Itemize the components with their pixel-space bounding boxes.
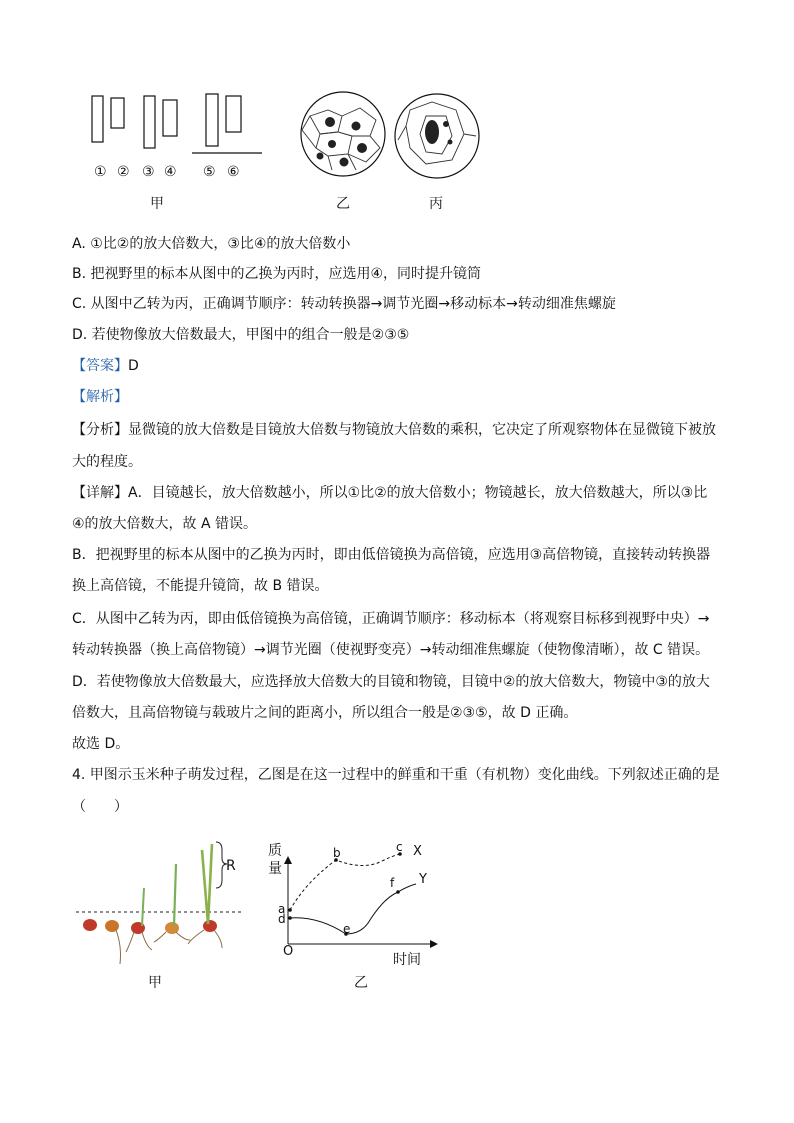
lens-label-4: ④ [164, 164, 177, 180]
question4-line-1: 4. 甲图示玉米种子萌发过程，乙图是在这一过程中的鲜重和干重（有机物）变化曲线。下列叙述正确的是 [72, 767, 720, 783]
answer-value: D [128, 358, 139, 374]
lens-label-5: ⑤ [203, 164, 216, 180]
analysis-tag: 【解析】 [72, 389, 128, 405]
answer-line [72, 356, 139, 376]
fenxi-tag: 【分析】 [72, 422, 128, 438]
option-c: C. 从图中乙转为丙，正确调节顺序：转动转换器→调节光圈→移动标本→转动细准焦螺旋 [72, 296, 616, 312]
answer-tag: 【答案】 [72, 358, 128, 374]
point-c: c [396, 840, 403, 854]
point-b: b [333, 846, 341, 860]
option-b: B. 把视野里的标本从图中的乙换为丙时，应选用④，同时提升镜筒 [72, 266, 482, 282]
origin-label: O [283, 944, 294, 959]
lens-label-3: ③ [142, 164, 155, 180]
detail-line-4: 换上高倍镜，不能提升镜筒，故 B 错误。 [72, 578, 329, 594]
point-d: d [278, 912, 286, 926]
lens-label-2: ② [117, 164, 130, 180]
detail-line-8: 倍数大，且高倍物镜与载玻片之间的距离小，所以组合一般是②③⑤，故 D 正确。 [72, 705, 578, 721]
detail-line-1 [72, 483, 707, 503]
x-axis-label: 时间 [393, 952, 421, 968]
option-a: A. ①比②的放大倍数大，③比④的放大倍数小 [72, 236, 351, 252]
detail-line-6: 转动转换器（换上高倍物镜）→调节光圈（使视野变亮）→转动细准焦螺旋（使物像清晰），故 C 错误。 [72, 642, 710, 658]
point-f: f [390, 876, 395, 890]
analysis-line-1 [72, 420, 716, 440]
analysis-line-2: 大的程度。 [72, 454, 142, 470]
option-d: D. 若使物像放大倍数最大，甲图中的组合一般是②③⑤ [72, 327, 410, 343]
y-label-2: 量 [268, 861, 282, 877]
detail-text-1: A．目镜越长，放大倍数越小，所以①比②的放大倍数小；物镜越长，放大倍数越大，所以③比 [128, 485, 708, 501]
point-a: a [278, 902, 286, 916]
label-R: R [226, 858, 236, 874]
lens-label-1: ① [94, 164, 107, 180]
fenxi-text: 显微镜的放大倍数是目镜放大倍数与物镜放大倍数的乘积，它决定了所观察物体在显微镜下被放 [128, 422, 716, 438]
detail-line-3: B．把视野里的标本从图中的乙换为丙时，即由低倍镜换为高倍镜，应选用③高倍物镜，直接转动转换器 [72, 547, 711, 563]
seedling-figure [72, 836, 252, 966]
detail-line-2: ④的放大倍数大，故 A 错误。 [72, 516, 258, 532]
detail-line-5: C．从图中乙转为丙，即由低倍镜换为高倍镜，正确调节顺序：移动标本（将观察目标移到视野中央）→ [72, 611, 710, 627]
y-label-1: 质 [268, 843, 282, 859]
caption-jia: 甲 [150, 196, 164, 212]
caption-seedling-jia: 甲 [148, 975, 162, 991]
caption-curve-yi: 乙 [354, 975, 368, 991]
caption-bing: 丙 [429, 196, 443, 212]
lens-label-6: ⑥ [227, 164, 240, 180]
caption-yi: 乙 [336, 196, 350, 212]
xiangjie-tag: 【详解】 [72, 485, 128, 501]
detail-line-9: 故选 D。 [72, 736, 130, 752]
question4-line-2: （ ） [72, 799, 128, 815]
detail-line-7: D．若使物像放大倍数最大，应选择放大倍数大的目镜和物镜，目镜中②的放大倍数大，物镜中③的放大 [72, 674, 710, 690]
point-e: e [343, 922, 351, 936]
curve-label-Y: Y [419, 872, 427, 887]
curve-label-X: X [413, 844, 422, 859]
